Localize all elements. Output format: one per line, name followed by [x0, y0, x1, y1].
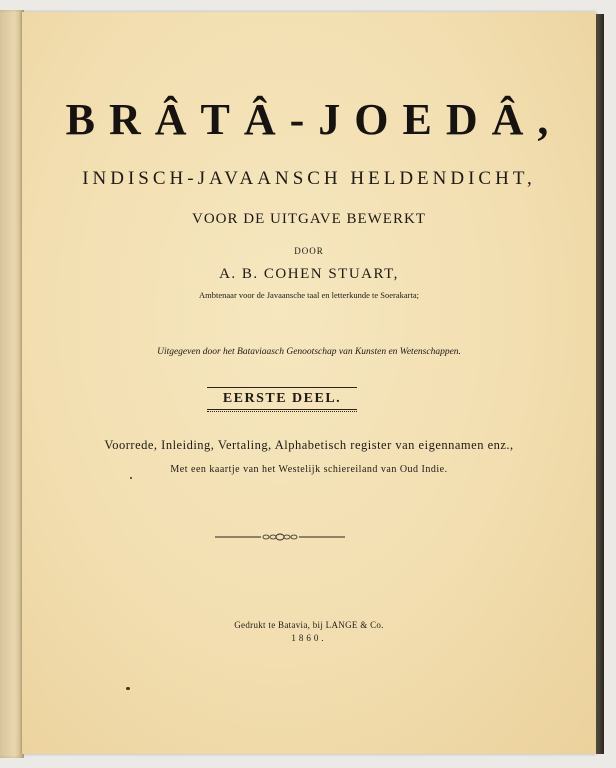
author-name: A. B. COHEN STUART, — [219, 266, 399, 282]
decorative-rule-ornament — [215, 532, 345, 542]
previous-page-edge — [0, 10, 24, 758]
author-role: Ambtenaar voor de Javaansche taal en letterkunde te Soerakarta; — [199, 290, 419, 300]
volume-rule-dotted — [207, 411, 357, 412]
publisher-line: Uitgegeven door het Bataviaasch Genootschap van Kunsten en Wetenschappen. — [157, 347, 461, 357]
volume-rule-bottom — [207, 409, 357, 410]
map-note: Met een kaartje van het Westelijk schiereiland van Oud Indie. — [170, 464, 448, 475]
edition-note: VOOR DE UITGAVE BEWERKT — [192, 211, 426, 227]
volume-label: EERSTE DEEL. — [222, 391, 342, 406]
publication-year: 1860. — [291, 633, 327, 643]
title-page — [22, 12, 596, 754]
ink-speck — [126, 687, 130, 690]
contents-line: Voorrede, Inleiding, Vertaling, Alphabetisch register van eigennamen enz., — [104, 438, 514, 452]
volume-block — [207, 387, 357, 412]
book-subtitle: INDISCH-JAVAANSCH HELDENDICHT, — [82, 168, 536, 189]
ink-speck — [130, 477, 132, 479]
by-label: DOOR — [294, 246, 324, 256]
printer-line: Gedrukt te Batavia, bij LANGE & Co. — [234, 620, 384, 630]
book-title: BRÂTÂ-JOEDÂ, — [65, 95, 563, 144]
